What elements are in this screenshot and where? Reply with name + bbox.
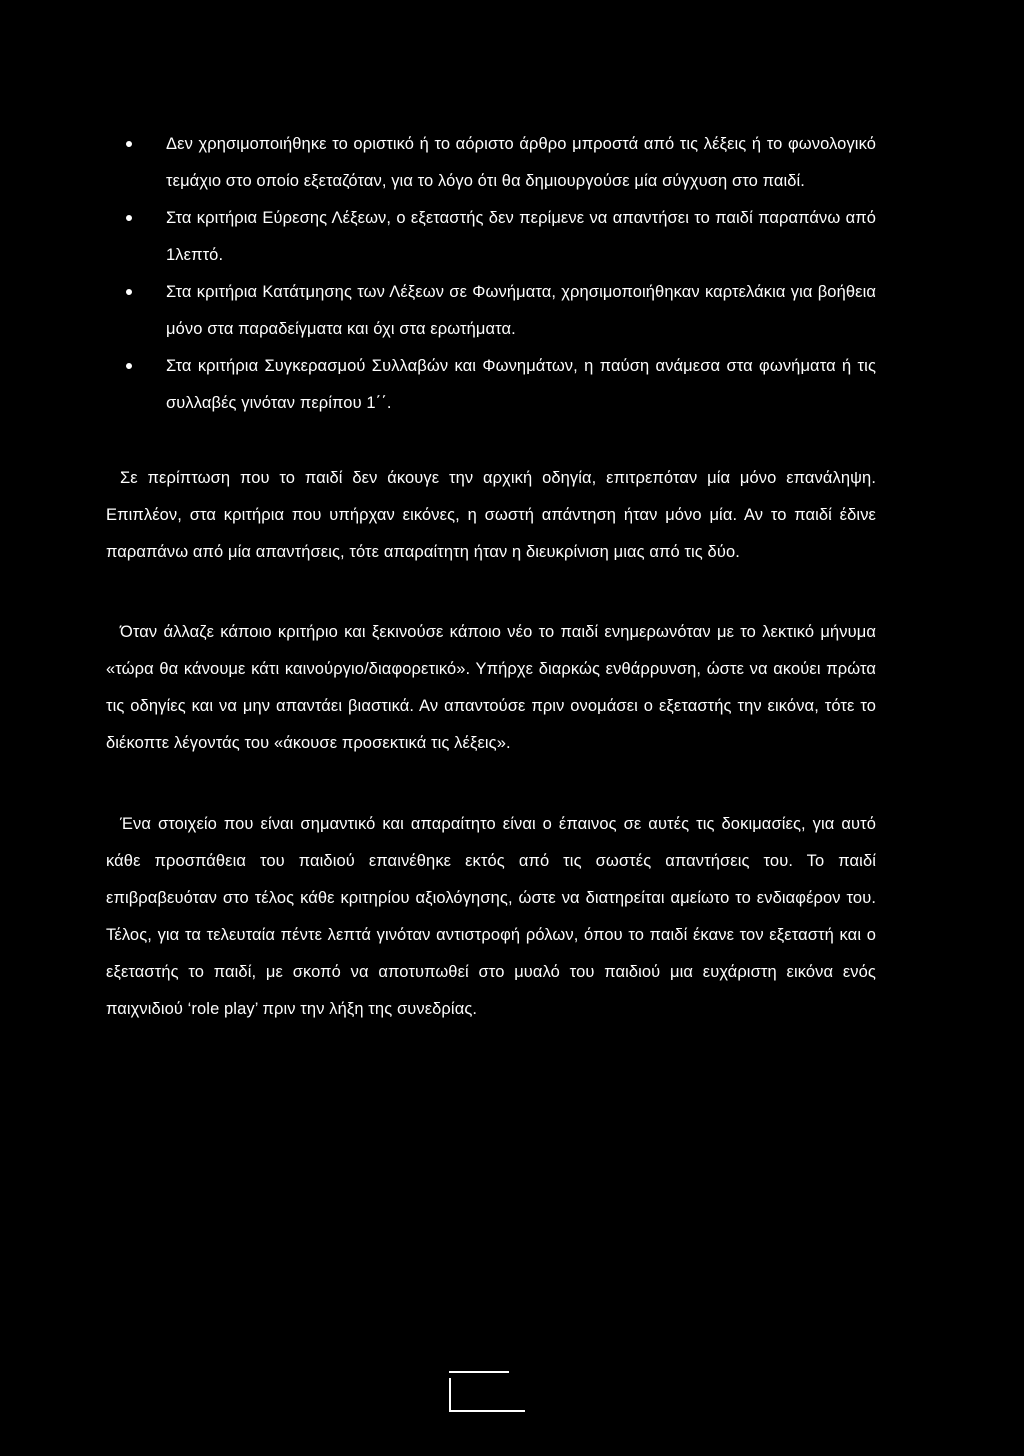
page-footer-mark bbox=[449, 1371, 509, 1413]
bullet-icon bbox=[126, 141, 132, 147]
footer-mark-line bbox=[449, 1371, 509, 1373]
bullet-item bbox=[106, 200, 876, 274]
bullet-item bbox=[106, 126, 876, 200]
bullet-text: Στα κριτήρια Συγκερασμού Συλλαβών και Φωνημάτων, η παύση ανάμεσα στα φωνήματα ή τις συλλαβές γινόταν περίπου 1΄΄. bbox=[166, 357, 876, 412]
footer-mark-box bbox=[449, 1378, 525, 1412]
bullet-icon bbox=[126, 363, 132, 369]
paragraph-praise: Ένα στοιχείο που είναι σημαντικό και απαραίτητο είναι ο έπαινος σε αυτές τις δοκιμασίες, για αυτό κάθε προσπάθεια του παιδιού επαινέθηκε εκτός από τις σωστές απαντήσεις του. Το παιδί επιβραβευόταν στο τέλος κάθε κριτηρίου αξιολόγησης, ώστε να διατηρείται αμείωτο το ενδιαφέρον του. Τέλος, για τα τελευταία πέντε λεπτά γινόταν αντιστροφή ρόλων, όπου το παιδί έκανε τον εξεταστή και ο εξεταστής το παιδί, με σκοπό να αποτυπωθεί στο μυαλό του παιδιού μια ευχάριστη εικόνα ενός παιχνιδιού ‘role play’ πριν την λήξη της συνεδρίας. bbox=[106, 815, 876, 1018]
bullet-item bbox=[106, 348, 876, 422]
bullet-icon bbox=[126, 289, 132, 295]
bullet-item bbox=[106, 274, 876, 348]
paragraph-criterion-change: Όταν άλλαζε κάποιο κριτήριο και ξεκινούσε κάποιο νέο το παιδί ενημερωνόταν με το λεκτικό μήνυμα «τώρα θα κάνουμε κάτι καινούργιο/διαφορετικό». Υπήρχε διαρκώς ενθάρρυνση, ώστε να ακούει πρώτα τις οδηγίες και να μην απαντάει βιαστικά. Αν απαντούσε πριν ονομάσει ο εξεταστής την εικόνα, τότε το διέκοπτε λέγοντάς του «άκουσε προσεκτικά τις λέξεις». bbox=[106, 623, 876, 752]
bullet-text: Στα κριτήρια Εύρεσης Λέξεων, ο εξεταστής δεν περίμενε να απαντήσει το παιδί παραπάνω από 1λεπτό. bbox=[166, 209, 876, 264]
bullet-text: Στα κριτήρια Κατάτμησης των Λέξεων σε Φωνήματα, χρησιμοποιήθηκαν καρτελάκια για βοήθεια μόνο στα παραδείγματα και όχι στα ερωτήματα. bbox=[166, 283, 876, 338]
bullet-icon bbox=[126, 215, 132, 221]
bullet-text: Δεν χρησιμοποιήθηκε το οριστικό ή το αόριστο άρθρο μπροστά από τις λέξεις ή το φωνολογικό τεμάχιο στο οποίο εξεταζόταν, για το λόγο ότι θα δημιουργούσε μία σύγχυση στο παιδί. bbox=[166, 135, 876, 190]
paragraph-repetition: Σε περίπτωση που το παιδί δεν άκουγε την αρχική οδηγία, επιτρεπόταν μία μόνο επανάληψη. Επιπλέον, στα κριτήρια που υπήρχαν εικόνες, η σωστή απάντηση ήταν μόνο μία. Αν το παιδί έδινε παραπάνω από μία απαντήσεις, τότε απαραίτητη ήταν η διευκρίνιση μιας από τις δύο. bbox=[106, 469, 876, 561]
bullet-list bbox=[106, 126, 876, 422]
